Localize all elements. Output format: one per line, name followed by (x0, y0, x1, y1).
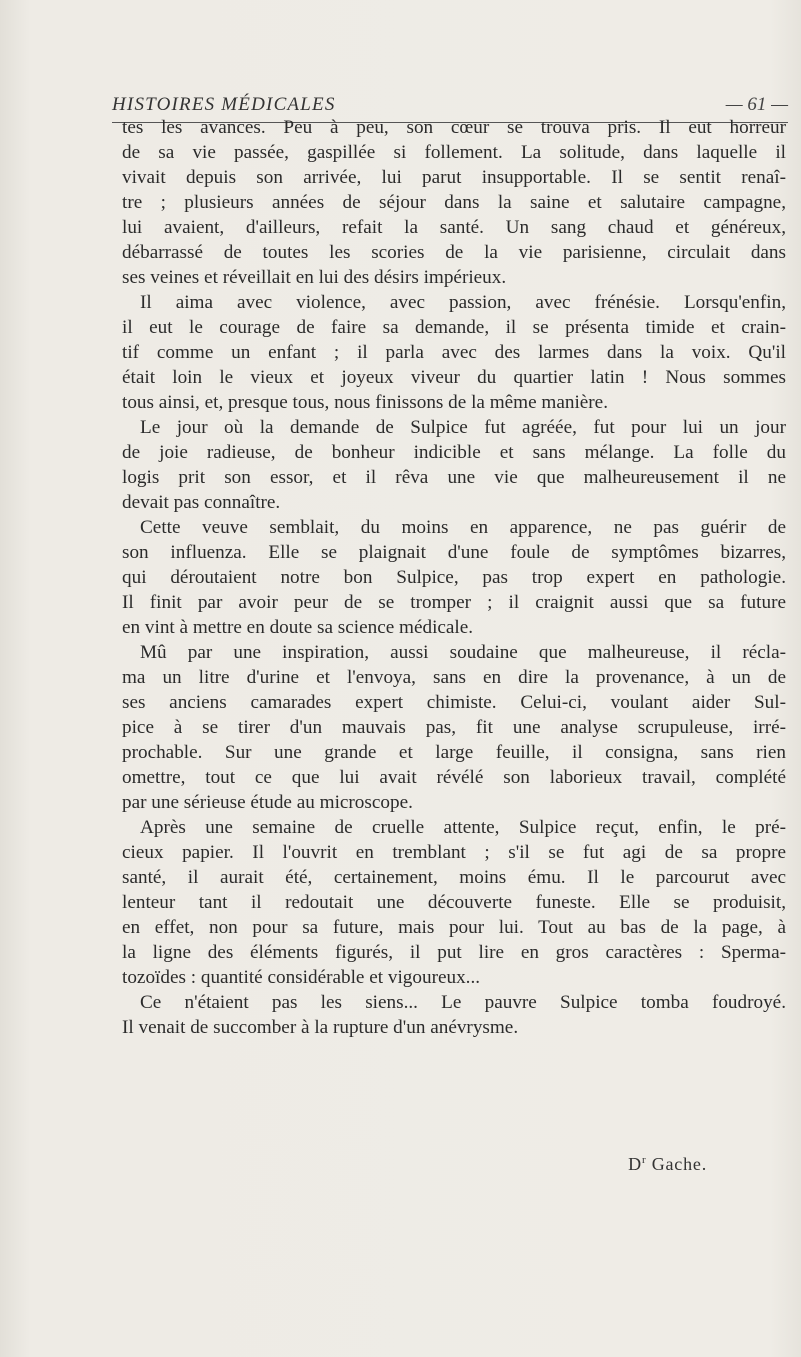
text-line: omettre, tout ce que lui avait révélé son laborieux travail, complété (122, 767, 786, 788)
text-line: Mû par une inspiration, aussi soudaine que malheureuse, il récla- (140, 642, 786, 663)
text-line: tre ; plusieurs années de séjour dans la saine et salutaire campagne, (122, 192, 786, 213)
text-line: qui déroutaient notre bon Sulpice, pas trop expert en pathologie. (122, 567, 786, 588)
text-line: débarrassé de toutes les scories de la vie parisienne, circulait dans (122, 242, 786, 263)
text-line: ma un litre d'urine et l'envoya, sans en dire la provenance, à un de (122, 667, 786, 688)
text-line: tozoïdes : quantité considérable et vigoureux... (122, 967, 481, 988)
text-line: tous ainsi, et, presque tous, nous finissons de la même manière. (122, 392, 608, 413)
text-line: tif comme un enfant ; il parla avec des larmes dans la voix. Qu'il (122, 342, 786, 363)
text-line: cieux papier. Il l'ouvrit en tremblant ; s'il se fut agi de sa propre (122, 842, 786, 863)
text-line: était loin le vieux et joyeux viveur du quartier latin ! Nous sommes (122, 367, 786, 388)
text-line: Ce n'étaient pas les siens... Le pauvre Sulpice tomba foudroyé. (140, 992, 786, 1013)
text-line: pice à se tirer d'un mauvais pas, fit une analyse scrupuleuse, irré- (122, 717, 786, 738)
text-line: lenteur tant il redoutait une découverte funeste. Elle se produisit, (122, 892, 786, 913)
text-line: Après une semaine de cruelle attente, Sulpice reçut, enfin, le pré- (140, 817, 786, 838)
text-line: prochable. Sur une grande et large feuille, il consigna, sans rien (122, 742, 786, 763)
text-line: Cette veuve semblait, du moins en apparence, ne pas guérir de (140, 517, 786, 538)
text-line: en effet, non pour sa future, mais pour lui. Tout au bas de la page, à (122, 917, 786, 938)
signature-name: Gache. (646, 1154, 707, 1174)
text-line: santé, il aurait été, certainement, moins ému. Il le parcourut avec (122, 867, 786, 888)
text-line: logis prit son essor, et il rêva une vie que malheureusement il ne (122, 467, 786, 488)
text-line: ses veines et réveillait en lui des désirs impérieux. (122, 267, 507, 288)
text-line: vivait depuis son arrivée, lui parut insupportable. Il se sentit renaî- (122, 167, 786, 188)
text-line: de sa vie passée, gaspillée si follement. La solitude, dans laquelle il (122, 142, 786, 163)
page-number: — 61 — (725, 94, 788, 115)
article-body (122, 115, 786, 1040)
text-line: Il finit par avoir peur de se tromper ; il craignit aussi que sa future (122, 592, 786, 613)
author-signature (628, 1154, 707, 1175)
text-line: Il aima avec violence, avec passion, avec frénésie. Lorsqu'enfin, (140, 292, 786, 313)
text-line: ses anciens camarades expert chimiste. Celui-ci, voulant aider Sul- (122, 692, 786, 713)
text-line: la ligne des éléments figurés, il put lire en gros caractères : Sperma- (122, 942, 786, 963)
text-line: en vint à mettre en doute sa science médicale. (122, 617, 474, 638)
text-line: de joie radieuse, de bonheur indicible et sans mélange. La folle du (122, 442, 786, 463)
text-line: par une sérieuse étude au microscope. (122, 792, 413, 813)
text-line: tes les avances. Peu à peu, son cœur se trouva pris. Il eut horreur (122, 117, 786, 138)
text-line: il eut le courage de faire sa demande, il se présenta timide et crain- (122, 317, 786, 338)
text-line: lui avaient, d'ailleurs, refait la santé. Un sang chaud et généreux, (122, 217, 786, 238)
running-title: HISTOIRES MÉDICALES (112, 94, 336, 115)
text-line: devait pas connaître. (122, 492, 281, 513)
text-line: Le jour où la demande de Sulpice fut agréée, fut pour lui un jour (140, 417, 786, 438)
signature-prefix: D (628, 1154, 642, 1174)
signature-superscript: r (641, 1154, 647, 1166)
text-line: Il venait de succomber à la rupture d'un anévrysme. (122, 1017, 519, 1038)
text-line: son influenza. Elle se plaignait d'une foule de symptômes bizarres, (122, 542, 786, 563)
